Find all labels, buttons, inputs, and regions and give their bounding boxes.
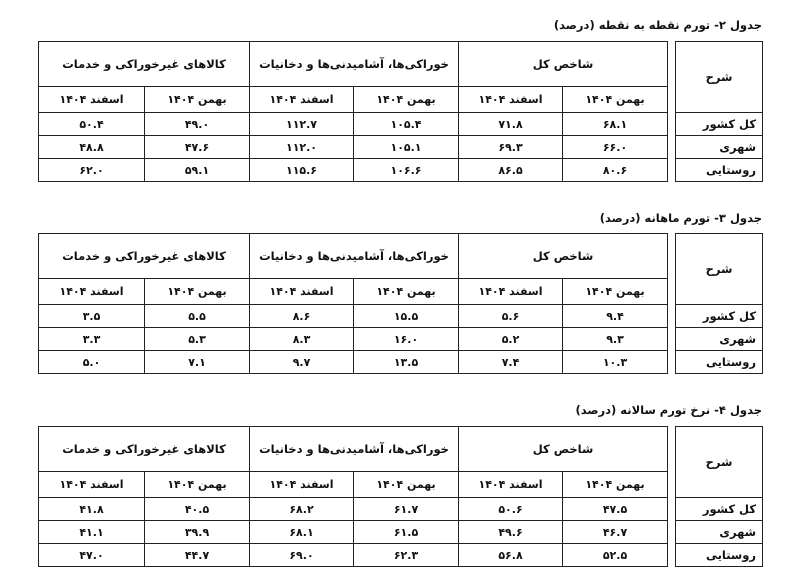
cell: ۱۳.۵ — [354, 351, 459, 374]
cell: ۱۱۲.۰ — [250, 136, 354, 159]
subheader: اسفند ۱۴۰۴ — [39, 87, 145, 113]
row-header: شرح — [676, 42, 763, 113]
cell: ۹.۳ — [563, 328, 668, 351]
group-header-food: خوراکی‌ها، آشامیدنی‌ها و دخانیات — [250, 427, 459, 472]
table-row — [39, 159, 763, 182]
table-3 — [38, 233, 763, 374]
subheader: اسفند ۱۴۰۴ — [39, 472, 145, 498]
subheader: اسفند ۱۴۰۴ — [459, 87, 563, 113]
cell: ۴۷.۶ — [145, 136, 250, 159]
cell: ۱۶.۰ — [354, 328, 459, 351]
cell: ۱۰.۳ — [563, 351, 668, 374]
cell: ۴۰.۵ — [145, 498, 250, 521]
row-label: کل کشور — [676, 113, 763, 136]
row-header: شرح — [676, 234, 763, 305]
group-header-nonfood: کالاهای غیرخوراکی و خدمات — [39, 427, 250, 472]
cell: ۸.۳ — [250, 328, 354, 351]
row-label: کل کشور — [676, 498, 763, 521]
cell: ۶۲.۰ — [39, 159, 145, 182]
group-header-total-index: شاخص کل — [459, 427, 668, 472]
cell: ۴۴.۷ — [145, 544, 250, 567]
cell: ۶۸.۱ — [563, 113, 668, 136]
cell: ۵۹.۱ — [145, 159, 250, 182]
cell: ۳.۳ — [39, 328, 145, 351]
table-row — [39, 113, 763, 136]
cell: ۶۱.۵ — [354, 521, 459, 544]
cell: ۹.۷ — [250, 351, 354, 374]
subheader: بهمن ۱۴۰۴ — [354, 472, 459, 498]
cell: ۴۶.۷ — [563, 521, 668, 544]
group-header-nonfood: کالاهای غیرخوراکی و خدمات — [39, 234, 250, 279]
cell: ۶۹.۰ — [250, 544, 354, 567]
table-2 — [38, 41, 763, 182]
column-spacer — [668, 234, 676, 374]
column-spacer — [668, 427, 676, 567]
row-label: روستایی — [676, 351, 763, 374]
group-header-nonfood: کالاهای غیرخوراکی و خدمات — [39, 42, 250, 87]
cell: ۱۰۵.۱ — [354, 136, 459, 159]
table-row — [39, 498, 763, 521]
cell: ۷.۱ — [145, 351, 250, 374]
cell: ۵۲.۵ — [563, 544, 668, 567]
cell: ۳.۵ — [39, 305, 145, 328]
cell: ۶۸.۲ — [250, 498, 354, 521]
cell: ۹.۴ — [563, 305, 668, 328]
subheader: بهمن ۱۴۰۴ — [354, 279, 459, 305]
cell: ۵.۶ — [459, 305, 563, 328]
group-header-food: خوراکی‌ها، آشامیدنی‌ها و دخانیات — [250, 234, 459, 279]
subheader: بهمن ۱۴۰۴ — [563, 279, 668, 305]
cell: ۴۸.۸ — [39, 136, 145, 159]
subheader: بهمن ۱۴۰۴ — [563, 87, 668, 113]
cell: ۵۶.۸ — [459, 544, 563, 567]
cell: ۸۰.۶ — [563, 159, 668, 182]
table-row — [39, 351, 763, 374]
row-label: روستایی — [676, 159, 763, 182]
row-label: شهری — [676, 136, 763, 159]
table-row — [39, 521, 763, 544]
column-spacer — [668, 42, 676, 182]
row-label: شهری — [676, 521, 763, 544]
row-label: شهری — [676, 328, 763, 351]
cell: ۳۹.۹ — [145, 521, 250, 544]
cell: ۵.۰ — [39, 351, 145, 374]
cell: ۷.۴ — [459, 351, 563, 374]
cell: ۴۱.۱ — [39, 521, 145, 544]
table-4 — [38, 426, 763, 567]
subheader: بهمن ۱۴۰۴ — [145, 472, 250, 498]
cell: ۴۹.۰ — [145, 113, 250, 136]
subheader: اسفند ۱۴۰۴ — [250, 472, 354, 498]
row-header: شرح — [676, 427, 763, 498]
cell: ۶۲.۳ — [354, 544, 459, 567]
cell: ۶۱.۷ — [354, 498, 459, 521]
table-row — [39, 136, 763, 159]
cell: ۴۷.۵ — [563, 498, 668, 521]
group-header-total-index: شاخص کل — [459, 42, 668, 87]
cell: ۱۱۲.۷ — [250, 113, 354, 136]
cell: ۶۶.۰ — [563, 136, 668, 159]
table-3-caption: جدول ۳- تورم ماهانه (درصد) — [599, 211, 762, 225]
subheader: بهمن ۱۴۰۴ — [563, 472, 668, 498]
cell: ۴۱.۸ — [39, 498, 145, 521]
table-row — [39, 305, 763, 328]
row-label: روستایی — [676, 544, 763, 567]
subheader: اسفند ۱۴۰۴ — [459, 279, 563, 305]
cell: ۴۷.۰ — [39, 544, 145, 567]
cell: ۵.۳ — [145, 328, 250, 351]
subheader: بهمن ۱۴۰۴ — [145, 87, 250, 113]
cell: ۷۱.۸ — [459, 113, 563, 136]
cell: ۵.۵ — [145, 305, 250, 328]
table-2-caption: جدول ۲- تورم نقطه به نقطه (درصد) — [553, 18, 762, 32]
cell: ۴۹.۶ — [459, 521, 563, 544]
table-4-caption: جدول ۴- نرخ تورم سالانه (درصد) — [575, 403, 762, 417]
cell: ۱۰۶.۶ — [354, 159, 459, 182]
cell: ۶۸.۱ — [250, 521, 354, 544]
subheader: اسفند ۱۴۰۴ — [250, 87, 354, 113]
cell: ۱۵.۵ — [354, 305, 459, 328]
subheader: بهمن ۱۴۰۴ — [354, 87, 459, 113]
subheader: اسفند ۱۴۰۴ — [39, 279, 145, 305]
cell: ۱۱۵.۶ — [250, 159, 354, 182]
cell: ۵.۲ — [459, 328, 563, 351]
cell: ۶۹.۳ — [459, 136, 563, 159]
group-header-total-index: شاخص کل — [459, 234, 668, 279]
cell: ۵۰.۴ — [39, 113, 145, 136]
cell: ۸۶.۵ — [459, 159, 563, 182]
table-row — [39, 328, 763, 351]
cell: ۸.۶ — [250, 305, 354, 328]
cell: ۵۰.۶ — [459, 498, 563, 521]
subheader: اسفند ۱۴۰۴ — [459, 472, 563, 498]
subheader: اسفند ۱۴۰۴ — [250, 279, 354, 305]
subheader: بهمن ۱۴۰۴ — [145, 279, 250, 305]
group-header-food: خوراکی‌ها، آشامیدنی‌ها و دخانیات — [250, 42, 459, 87]
row-label: کل کشور — [676, 305, 763, 328]
cell: ۱۰۵.۴ — [354, 113, 459, 136]
table-row — [39, 544, 763, 567]
